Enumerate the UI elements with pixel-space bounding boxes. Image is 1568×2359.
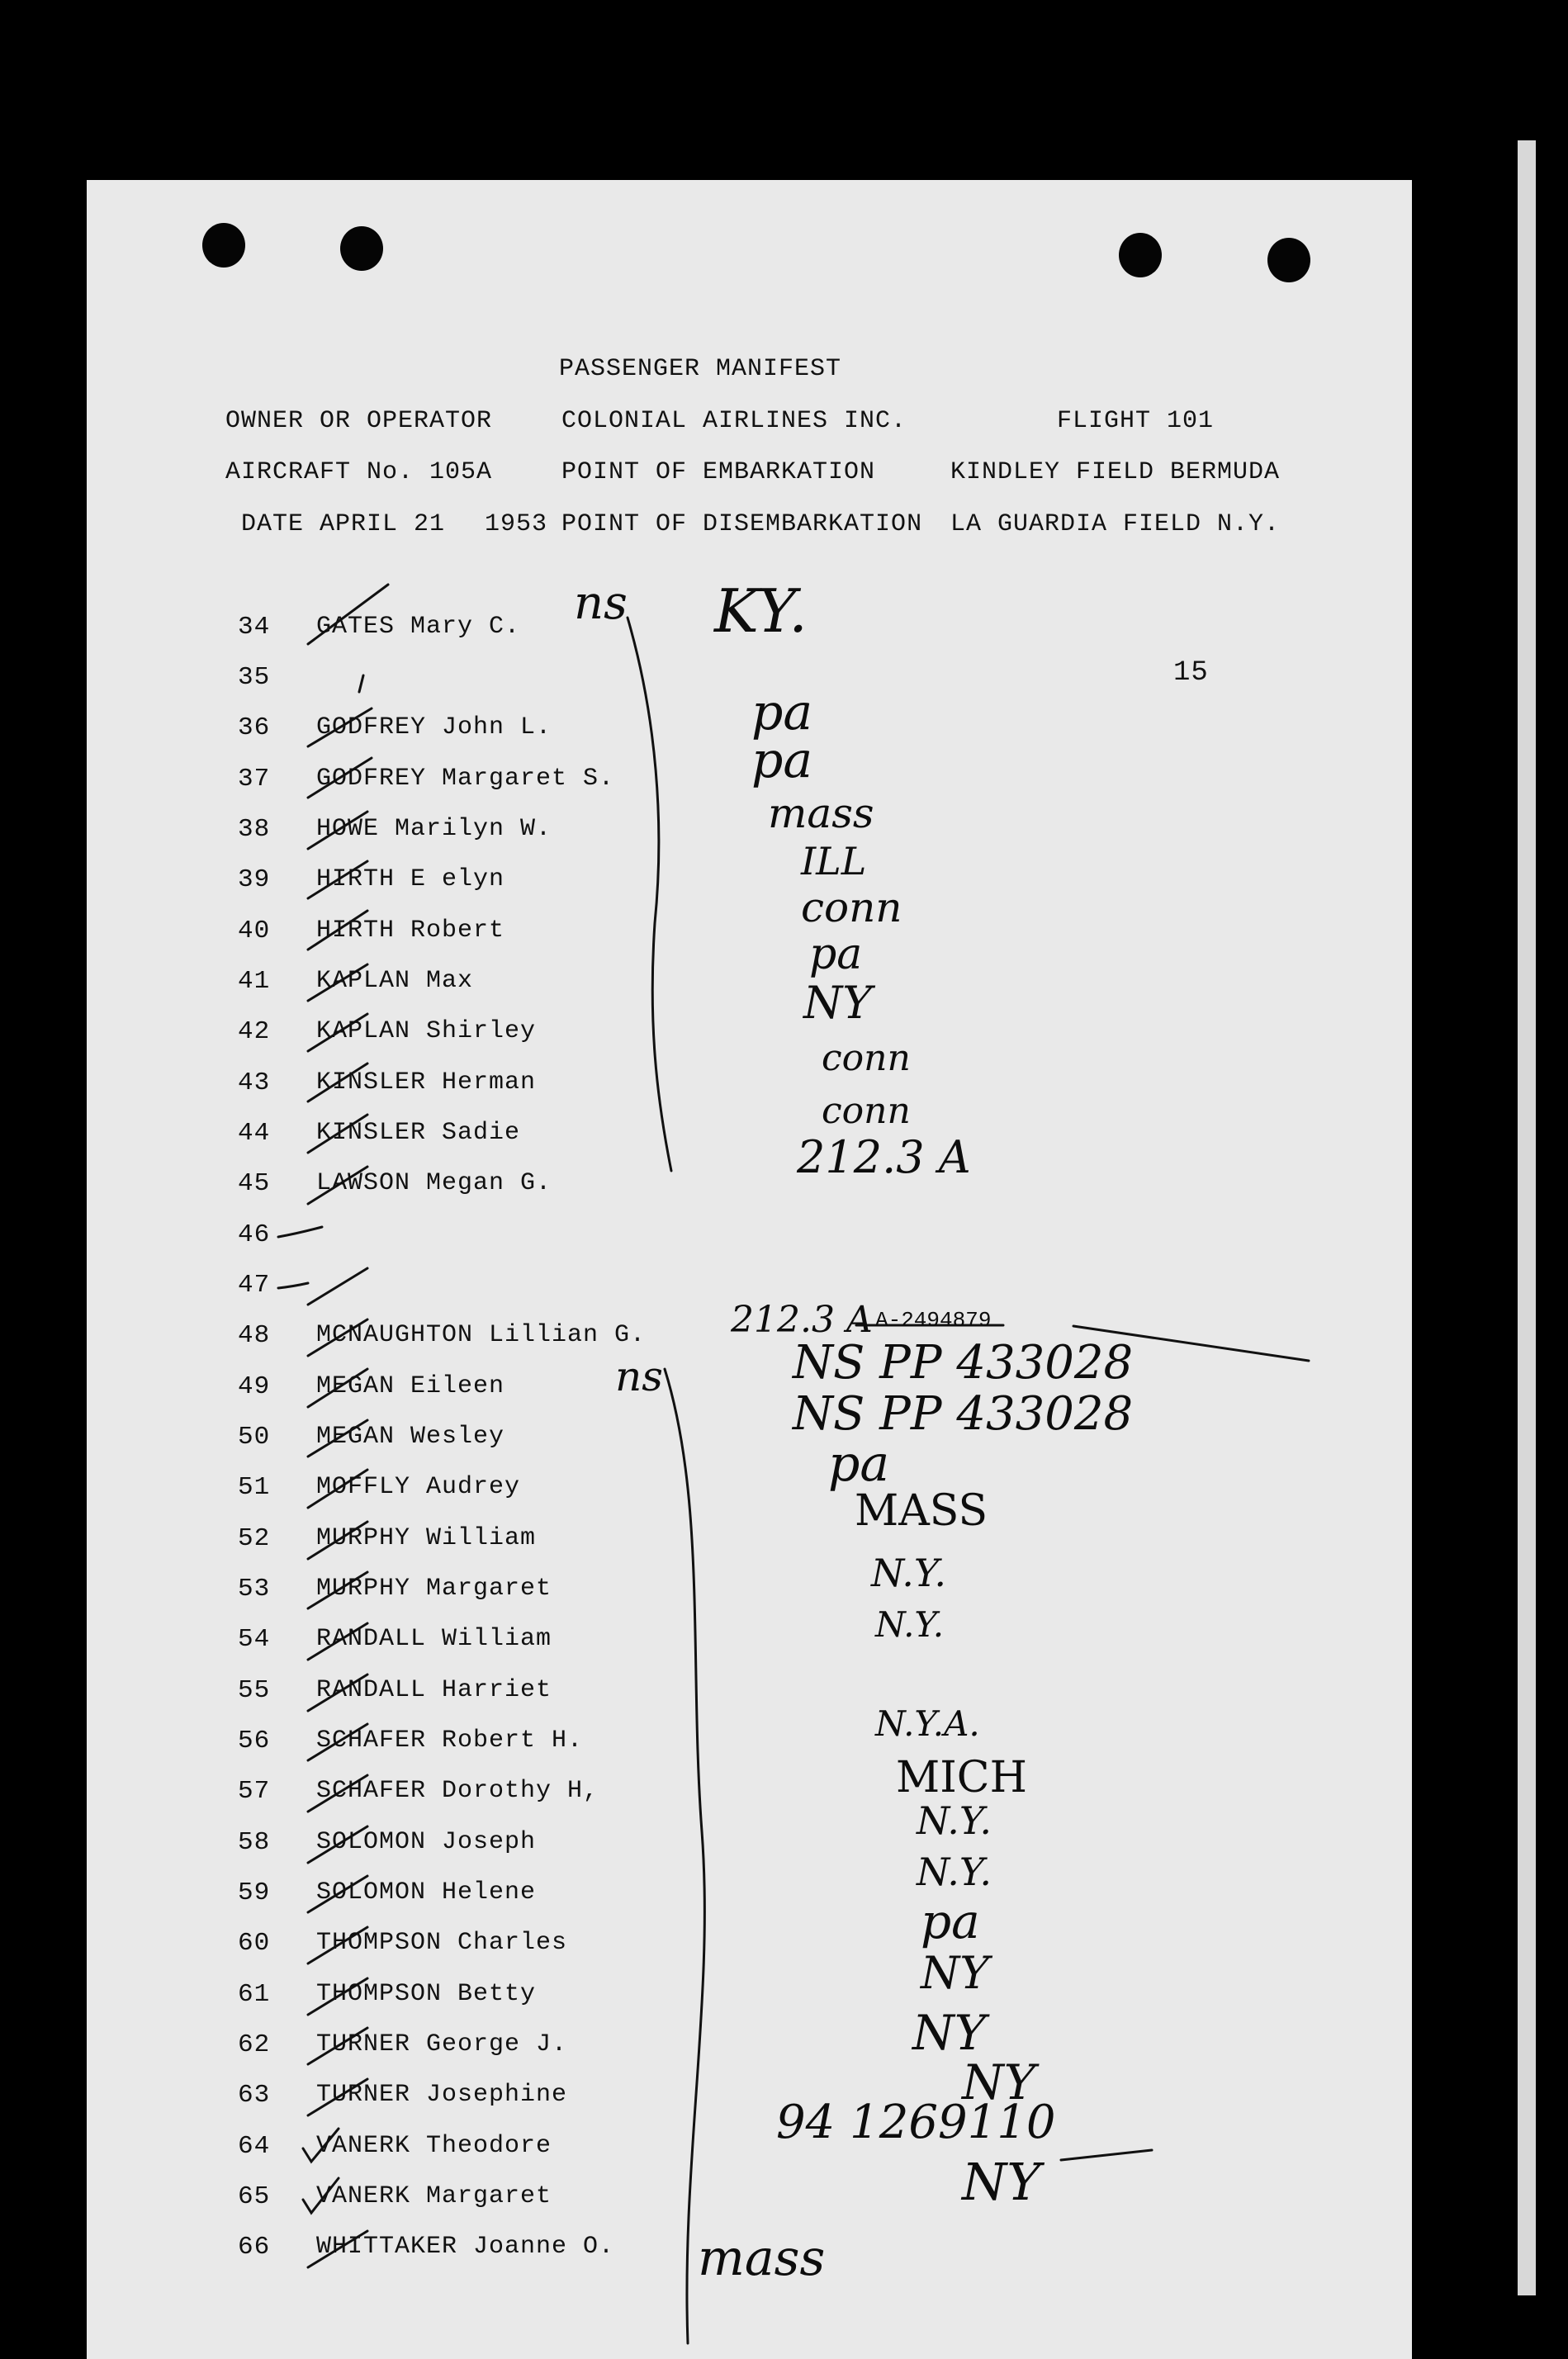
handwritten-passport: 94 1269110 bbox=[776, 2096, 1056, 2149]
handwritten-state: pa bbox=[751, 684, 813, 741]
passenger-name: GODFREY John L. bbox=[316, 713, 552, 741]
page-number: 15 bbox=[1173, 657, 1209, 689]
row-number: 65 bbox=[238, 2182, 271, 2211]
handwritten-passport: NS PP 433028 bbox=[793, 1387, 1134, 1441]
check-mark bbox=[308, 1268, 367, 1305]
passenger-name: TURNER George J. bbox=[316, 2030, 568, 2058]
passenger-name: MOFFLY Audrey bbox=[316, 1473, 521, 1501]
handwritten-state: NY bbox=[912, 2005, 987, 2061]
row-number: 38 bbox=[238, 815, 271, 844]
row-number: 37 bbox=[238, 765, 271, 793]
flight-number: FLIGHT 101 bbox=[1057, 407, 1215, 435]
row-number: 42 bbox=[238, 1017, 271, 1046]
passenger-name: KAPLAN Shirley bbox=[316, 1017, 537, 1045]
handwritten-ns: ns bbox=[615, 1352, 663, 1400]
check-mark bbox=[308, 1319, 367, 1356]
row-number: 43 bbox=[238, 1068, 271, 1097]
row-number: 57 bbox=[238, 1777, 271, 1806]
adjacent-page-edge bbox=[1518, 140, 1536, 2295]
handwritten-state: N.Y. bbox=[917, 1850, 992, 1894]
handwritten-state: mass bbox=[768, 789, 874, 837]
check-mark bbox=[308, 911, 367, 950]
handwritten-visa: 212.3 A bbox=[797, 1131, 971, 1183]
handwritten-state: pa bbox=[921, 1893, 980, 1949]
row-number: 46 bbox=[238, 1220, 271, 1249]
check-mark bbox=[308, 1572, 367, 1608]
passenger-name: TURNER Josephine bbox=[316, 2081, 568, 2109]
row-number: 34 bbox=[238, 613, 271, 642]
passenger-name: MEGAN Wesley bbox=[316, 1423, 505, 1451]
check-mark bbox=[308, 2079, 367, 2115]
handwritten-state: NY bbox=[962, 2152, 1041, 2212]
embarkation-value: KINDLEY FIELD BERMUDA bbox=[950, 458, 1281, 486]
check-mark bbox=[308, 1014, 367, 1051]
check-mark bbox=[308, 1724, 367, 1760]
handwritten-ns: ns bbox=[574, 576, 628, 630]
strike-line bbox=[1061, 2150, 1152, 2160]
row-number: 61 bbox=[238, 1980, 271, 2009]
row-number: 47 bbox=[238, 1271, 271, 1300]
passenger-name: RANDALL Harriet bbox=[316, 1676, 552, 1704]
check-mark bbox=[308, 964, 367, 1001]
handwritten-state: NY bbox=[921, 1947, 989, 1999]
blank-row-dash bbox=[278, 1283, 308, 1288]
passenger-name: WHITTAKER Joanne O. bbox=[316, 2233, 615, 2261]
check-mark bbox=[308, 1623, 367, 1660]
owner-label: OWNER OR OPERATOR bbox=[225, 407, 493, 435]
row-number: 60 bbox=[238, 1929, 271, 1958]
check-mark bbox=[308, 1522, 367, 1559]
check-mark bbox=[308, 1063, 367, 1101]
handwritten-state: conn bbox=[801, 883, 902, 931]
row-number: 63 bbox=[238, 2081, 271, 2110]
year: 1953 bbox=[485, 510, 548, 538]
passenger-name: MURPHY Margaret bbox=[316, 1575, 552, 1603]
check-mark bbox=[308, 1167, 367, 1204]
check-mark bbox=[303, 2178, 339, 2213]
passenger-name: GODFREY Margaret S. bbox=[316, 765, 615, 793]
check-mark bbox=[308, 2028, 367, 2064]
handwritten-state: N.Y. bbox=[871, 1551, 946, 1595]
handwritten-state: N.Y. bbox=[917, 1798, 992, 1843]
disembarkation-label: POINT OF DISEMBARKATION bbox=[561, 510, 923, 538]
passenger-name: THOMPSON Betty bbox=[316, 1980, 537, 2008]
passenger-name: KINSLER Herman bbox=[316, 1068, 537, 1097]
passenger-name: KAPLAN Max bbox=[316, 967, 474, 995]
check-mark bbox=[308, 1876, 367, 1912]
check-mark bbox=[308, 1675, 367, 1711]
manifest-title: PASSENGER MANIFEST bbox=[559, 355, 842, 383]
embarkation-label: POINT OF EMBARKATION bbox=[561, 458, 876, 486]
row-number: 35 bbox=[238, 663, 271, 692]
row-number: 50 bbox=[238, 1423, 271, 1452]
row-number: 55 bbox=[238, 1676, 271, 1705]
handwritten-state: mass bbox=[698, 2229, 826, 2287]
check-mark bbox=[308, 2231, 367, 2267]
handwritten-state: conn bbox=[822, 1090, 911, 1132]
handwritten-state: NY bbox=[962, 2054, 1036, 2110]
passenger-name: LAWSON Megan G. bbox=[316, 1169, 552, 1197]
bracket-line bbox=[665, 1369, 704, 2343]
handwritten-state: ILL bbox=[801, 839, 867, 883]
check-mark bbox=[308, 708, 372, 746]
row-number: 41 bbox=[238, 967, 271, 996]
handwritten-state: pa bbox=[751, 732, 813, 789]
passenger-name: MURPHY William bbox=[316, 1524, 537, 1552]
handwritten-state: pa bbox=[828, 1435, 890, 1493]
check-mark bbox=[308, 861, 367, 898]
passenger-name: RANDALL William bbox=[316, 1625, 552, 1653]
handwritten-state: MICH bbox=[896, 1753, 1027, 1802]
handwritten-state: KY. bbox=[714, 576, 808, 646]
disembarkation-value: LA GUARDIA FIELD N.Y. bbox=[950, 510, 1281, 538]
owner-value: COLONIAL AIRLINES INC. bbox=[561, 407, 907, 435]
check-mark bbox=[308, 1826, 367, 1863]
row-number: 62 bbox=[238, 2030, 271, 2059]
check-mark bbox=[303, 2129, 339, 2162]
row-number: 52 bbox=[238, 1524, 271, 1553]
passenger-name: SOLOMON Helene bbox=[316, 1878, 537, 1907]
handwritten-state: N.Y. bbox=[875, 1604, 945, 1645]
row-number: 54 bbox=[238, 1625, 271, 1654]
row-number: 36 bbox=[238, 713, 271, 742]
passenger-name: THOMPSON Charles bbox=[316, 1929, 568, 1957]
date-label: DATE APRIL 21 bbox=[241, 510, 446, 538]
check-mark bbox=[308, 1775, 367, 1812]
struck-visa-number: A-2494879 bbox=[875, 1308, 992, 1333]
manifest-page bbox=[87, 180, 1412, 2359]
passenger-name: VANERK Theodore bbox=[316, 2132, 552, 2160]
passenger-name: GATES Mary C. bbox=[316, 613, 521, 641]
check-mark bbox=[308, 1420, 367, 1457]
blank-row-dash bbox=[278, 1227, 322, 1237]
aircraft-label: AIRCRAFT No. 105A bbox=[225, 458, 493, 486]
check-mark bbox=[359, 675, 363, 692]
check-mark bbox=[308, 1978, 367, 2015]
passenger-name: SOLOMON Joseph bbox=[316, 1828, 537, 1856]
passenger-name: HIRTH E elyn bbox=[316, 865, 505, 893]
check-mark bbox=[308, 812, 367, 849]
check-mark bbox=[308, 585, 388, 644]
row-number: 51 bbox=[238, 1473, 271, 1502]
check-mark bbox=[308, 1927, 367, 1963]
check-mark bbox=[308, 758, 372, 798]
row-number: 59 bbox=[238, 1878, 271, 1907]
passenger-name: MCNAUGHTON Lillian G. bbox=[316, 1321, 647, 1349]
handwritten-state: MASS bbox=[855, 1486, 988, 1536]
handwritten-state: conn bbox=[822, 1037, 911, 1079]
row-number: 53 bbox=[238, 1575, 271, 1603]
row-number: 48 bbox=[238, 1321, 271, 1350]
check-mark bbox=[308, 1470, 367, 1508]
row-number: 64 bbox=[238, 2132, 271, 2161]
row-number: 49 bbox=[238, 1372, 271, 1401]
passenger-name: MEGAN Eileen bbox=[316, 1372, 505, 1400]
check-mark bbox=[308, 1115, 367, 1153]
handwritten-state: NY bbox=[803, 977, 872, 1029]
row-number: 44 bbox=[238, 1119, 271, 1148]
ink-marks bbox=[87, 180, 1412, 2359]
row-number: 66 bbox=[238, 2233, 271, 2262]
handwritten-state: N.Y.A. bbox=[875, 1703, 980, 1744]
passenger-name: SCHAFER Robert H. bbox=[316, 1727, 584, 1755]
row-number: 58 bbox=[238, 1828, 271, 1857]
bracket-line bbox=[628, 618, 671, 1171]
handwritten-visa: 212.3 A bbox=[731, 1299, 873, 1341]
passenger-name: KINSLER Sadie bbox=[316, 1119, 521, 1147]
passenger-name: SCHAFER Dorothy H, bbox=[316, 1777, 599, 1805]
handwritten-passport: NS PP 433028 bbox=[793, 1336, 1134, 1390]
check-mark bbox=[308, 1369, 367, 1407]
row-number: 40 bbox=[238, 917, 271, 945]
passenger-name: HIRTH Robert bbox=[316, 917, 505, 945]
row-number: 56 bbox=[238, 1727, 271, 1755]
row-number: 39 bbox=[238, 865, 271, 894]
passenger-name: VANERK Margaret bbox=[316, 2182, 552, 2210]
handwritten-state: pa bbox=[809, 930, 863, 979]
row-number: 45 bbox=[238, 1169, 271, 1198]
passenger-name: HOWE Marilyn W. bbox=[316, 815, 552, 843]
